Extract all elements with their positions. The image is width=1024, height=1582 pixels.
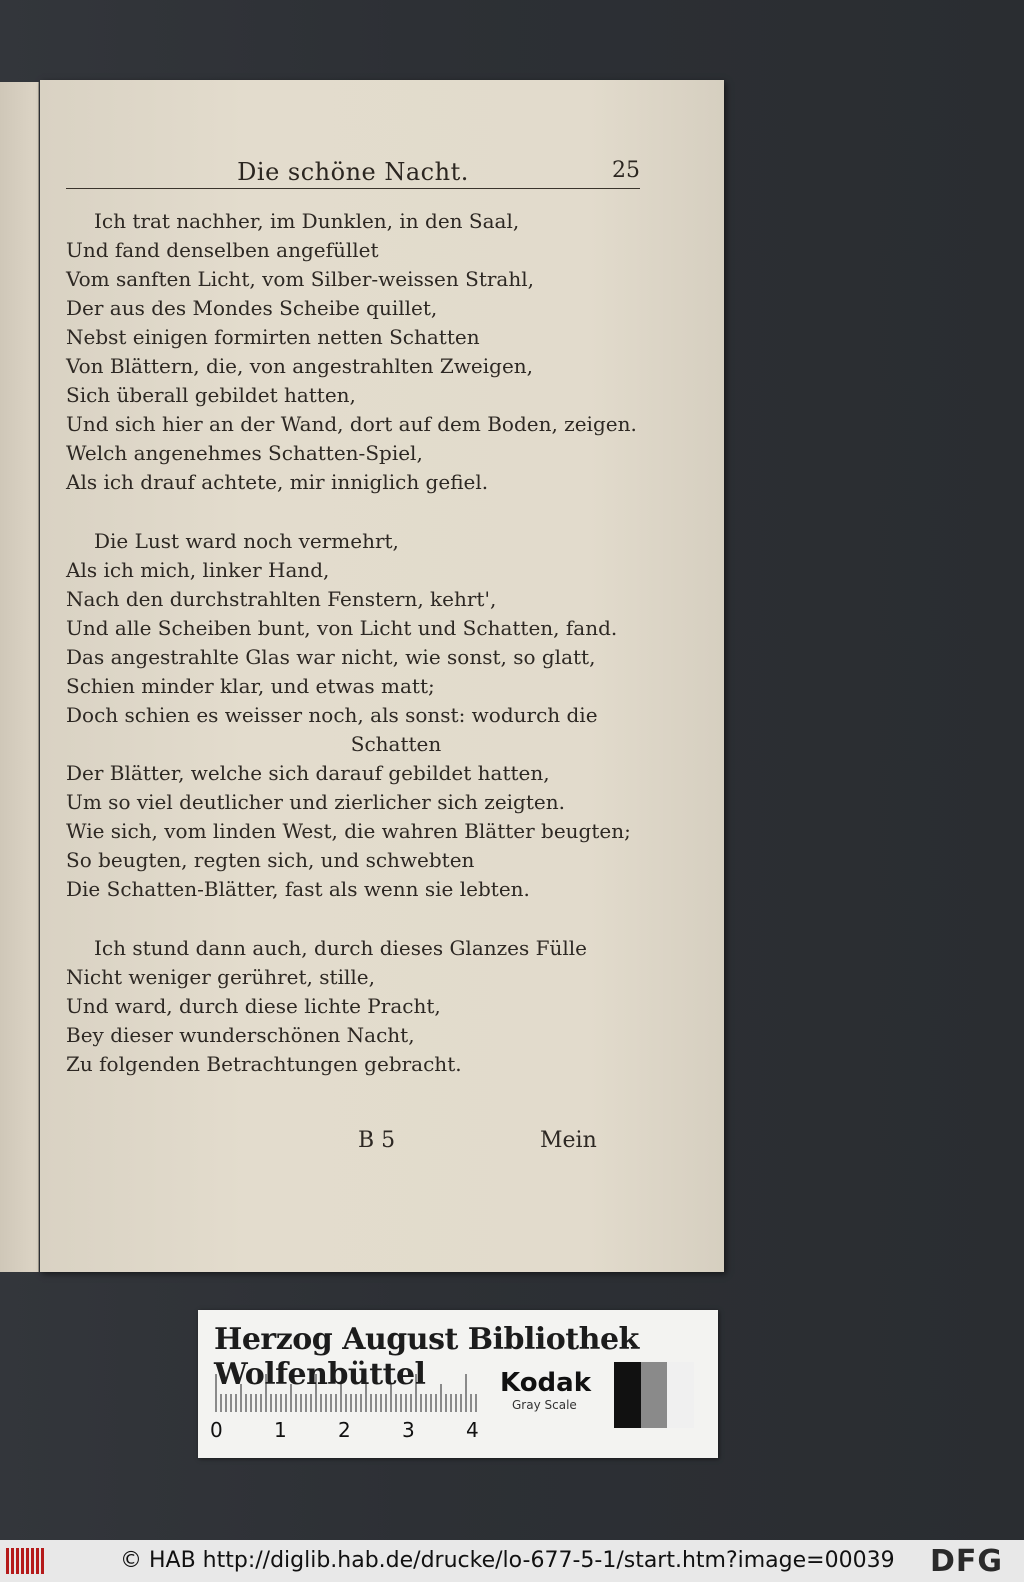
- library-label-card: [198, 1310, 718, 1458]
- ruler-number: 0: [210, 1418, 223, 1442]
- page-number: 25: [612, 158, 640, 183]
- poem-line: Ich stund dann auch, durch dieses Glanzes Fülle: [94, 936, 588, 960]
- catchword: Mein: [540, 1128, 597, 1153]
- poem-line: Die Schatten-Blätter, fast als wenn sie lebten.: [66, 877, 530, 901]
- poem-line: Bey dieser wunderschönen Nacht,: [66, 1023, 415, 1047]
- poem-line: Vom sanften Licht, vom Silber-weissen Strahl,: [66, 267, 534, 291]
- ruler-number: 1: [274, 1418, 287, 1442]
- poem-line: Sich überall gebildet hatten,: [66, 383, 356, 407]
- poem-line: Zu folgenden Betrachtungen gebracht.: [66, 1052, 462, 1076]
- ruler-number: 4: [466, 1418, 479, 1442]
- poem-line: Das angestrahlte Glas war nicht, wie sonst, so glatt,: [66, 645, 596, 669]
- hab-barcode-icon: [6, 1548, 46, 1574]
- stanza-gap: [66, 497, 646, 527]
- scale-ruler: [214, 1372, 480, 1412]
- poem-line: Nach den durchstrahlten Fenstern, kehrt',: [66, 587, 497, 611]
- ruler-numbers: [210, 1418, 490, 1442]
- gray-swatch: [641, 1362, 668, 1428]
- adjacent-page-edge: [0, 82, 39, 1272]
- poem-line: Der aus des Mondes Scheibe quillet,: [66, 296, 438, 320]
- poem-line: Von Blättern, die, von angestrahlten Zweigen,: [66, 354, 534, 378]
- poem-line: Schien minder klar, und etwas matt;: [66, 674, 435, 698]
- poem-line: Der Blätter, welche sich darauf gebildet hatten,: [66, 761, 550, 785]
- poem-line: Um so viel deutlicher und zierlicher sich zeigten.: [66, 790, 565, 814]
- gray-swatch: [614, 1362, 641, 1428]
- poem-line: Wie sich, vom linden West, die wahren Blätter beugten;: [66, 819, 631, 843]
- kodak-brand: Kodak: [500, 1368, 591, 1398]
- footer-bar: [0, 1540, 1024, 1582]
- book-page: [40, 80, 724, 1272]
- library-name: Herzog August Bibliothek Wolfenbüttel: [214, 1322, 639, 1392]
- gray-scale-swatches: [614, 1362, 694, 1428]
- poem-line: Ich trat nachher, im Dunklen, in den Saal,: [94, 209, 520, 233]
- poem-line: Und alle Scheiben bunt, von Licht und Schatten, fand.: [66, 616, 618, 640]
- poem-line: Die Lust ward noch vermehrt,: [94, 529, 399, 553]
- footer-url-text: © HAB http://diglib.hab.de/drucke/lo-677-5-1/start.htm?image=00039: [120, 1548, 895, 1573]
- ruler-number: 2: [338, 1418, 351, 1442]
- poem-line: Und sich hier an der Wand, dort auf dem Boden, zeigen.: [66, 412, 637, 436]
- dfg-logo: DFG: [930, 1544, 1004, 1579]
- poem-line: Nicht weniger gerühret, stille,: [66, 965, 375, 989]
- gray-scale-label: Gray Scale: [512, 1398, 577, 1412]
- poem-line: Doch schien es weisser noch, als sonst: wodurch die: [66, 703, 598, 727]
- running-title: Die schöne Nacht.: [237, 158, 469, 186]
- poem-line: Als ich mich, linker Hand,: [66, 558, 330, 582]
- poem-line: Und ward, durch diese lichte Pracht,: [66, 994, 441, 1018]
- gray-swatch: [667, 1362, 694, 1428]
- poem-line: So beugten, regten sich, und schwebten: [66, 848, 475, 872]
- stanza-gap: [66, 904, 646, 934]
- poem-line: Als ich drauf achtete, mir inniglich gefiel.: [66, 470, 489, 494]
- poem-line: Welch angenehmes Schatten-Spiel,: [66, 441, 423, 465]
- poem-text: [66, 207, 646, 1079]
- poem-line: Und fand denselben angefüllet: [66, 238, 379, 262]
- poem-line: Nebst einigen formirten netten Schatten: [66, 325, 480, 349]
- running-head: [66, 158, 640, 189]
- signature-mark: B 5: [358, 1128, 396, 1153]
- poem-line: Schatten: [350, 732, 442, 756]
- ruler-number: 3: [402, 1418, 415, 1442]
